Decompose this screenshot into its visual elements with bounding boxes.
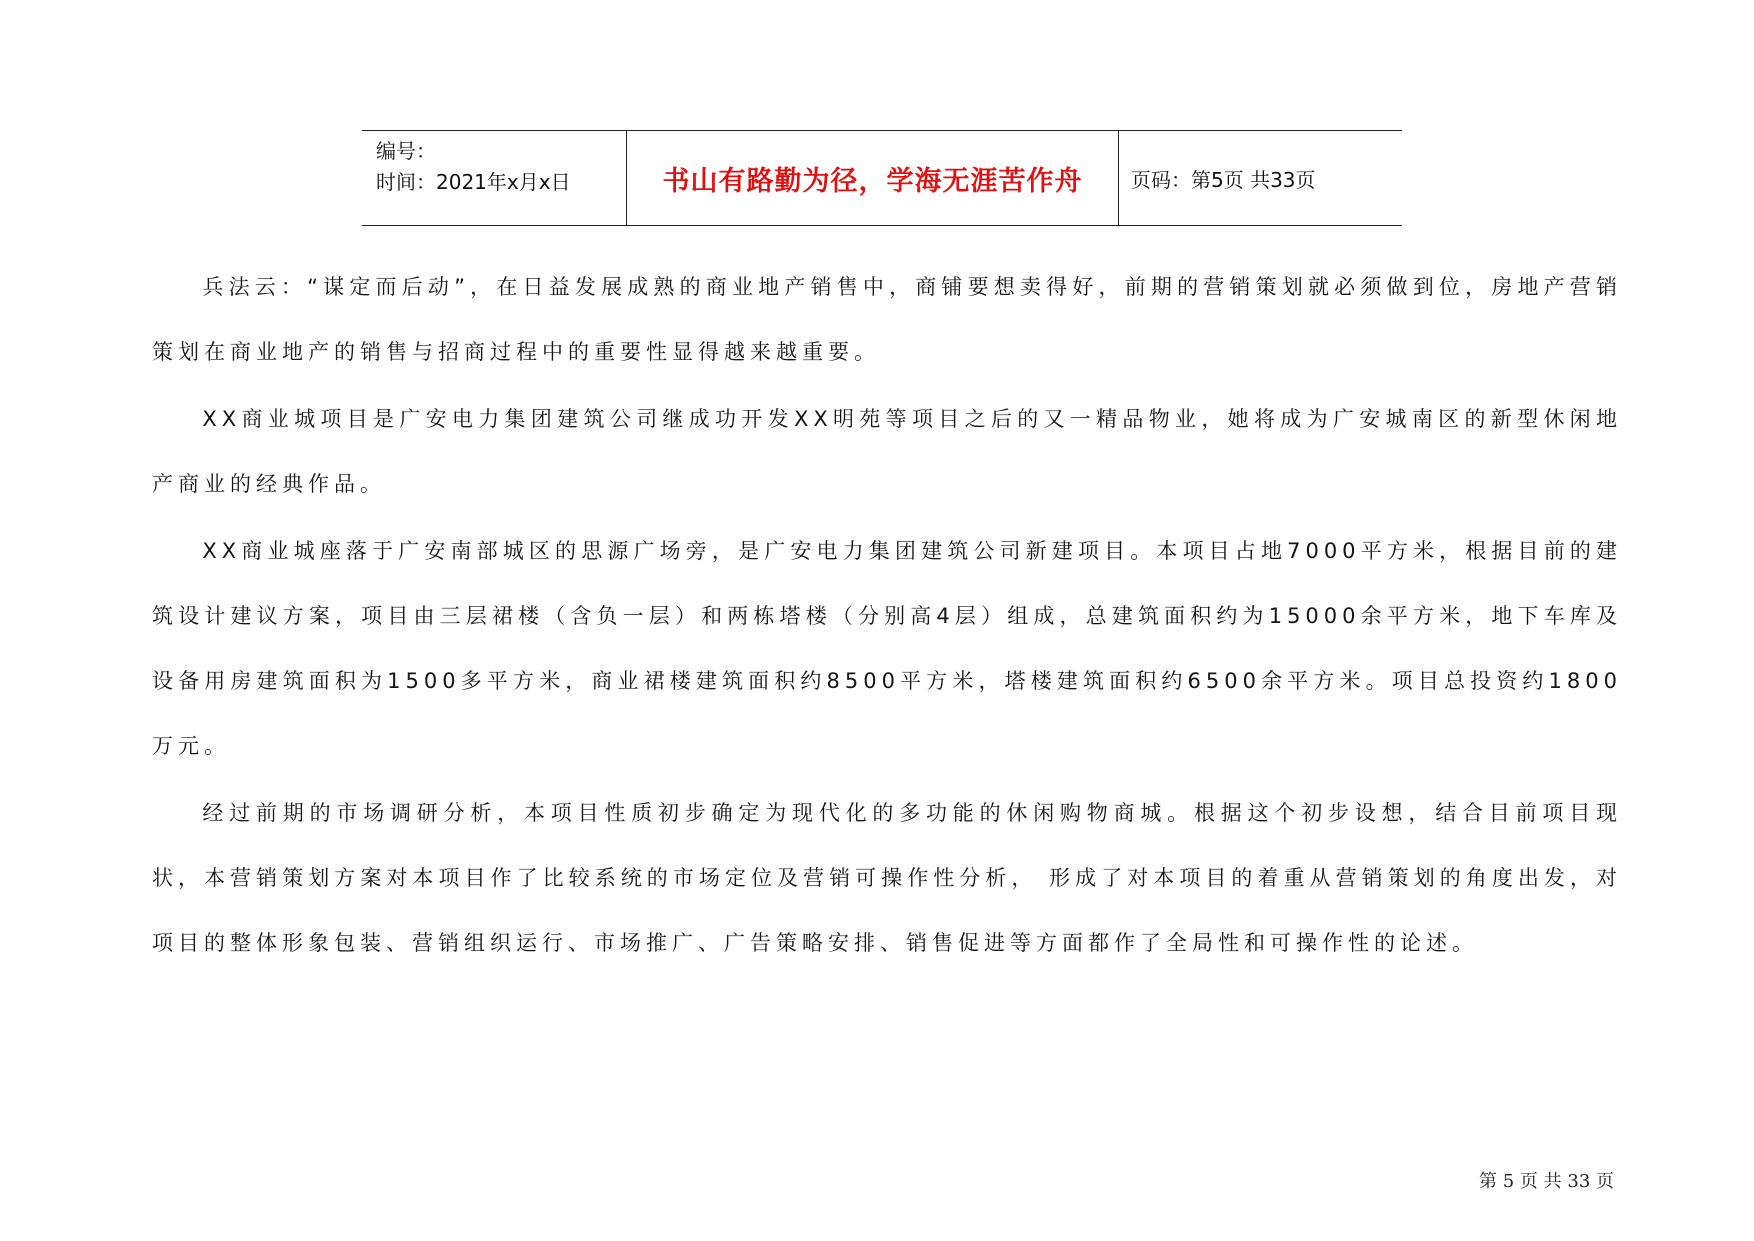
body-paragraph-2: XX商业城项目是广安电力集团建筑公司继成功开发XX明苑等项目之后的又一精品物业，她将成为广安城南区的新型休闲地产商业的经典作品。 — [152, 407, 1622, 496]
footer-page-number: 第 5 页 共 33 页 — [1479, 1171, 1614, 1192]
header-page-info: 页码：第5页 共33页 — [1131, 167, 1316, 192]
document-date: 时间：2021年x月x日 — [376, 170, 571, 194]
document-header-table — [362, 130, 1402, 226]
document-body — [152, 255, 1622, 978]
body-paragraph-3: XX商业城座落于广安南部城区的思源广场旁，是广安电力集团建筑公司新建项目。本项目占地7000平方米，根据目前的建筑设计建议方案，项目由三层裙楼（含负一层）和两栋塔楼（分别高4层）组成，总建筑面积约为15000余平方米，地下车库及设备用房建筑面积为1500多平方米，商业裙楼建筑面积约8500平方米，塔楼建筑面积约6500余平方米。项目总投资约1800万元。 — [152, 539, 1622, 758]
body-paragraph-4: 经过前期的市场调研分析，本项目性质初步确定为现代化的多功能的休闲购物商城。根据这个初步设想，结合目前项目现状，本营销策划方案对本项目作了比较系统的市场定位及营销可操作性分析， 形成了对本项目的着重从营销策划的角度出发，对项目的整体形象包装、营销组织运行、市场推广、广告策略安排、销售促进等方面都作了全局性和可操作性的论述。 — [152, 801, 1622, 955]
header-motto: 书山有路勤为径，学海无涯苦作舟 — [627, 131, 1119, 225]
body-paragraph-1: 兵法云：“谋定而后动”，在日益发展成熟的商业地产销售中，商铺要想卖得好，前期的营销策划就必须做到位，房地产营销策划在商业地产的销售与招商过程中的重要性显得越来越重要。 — [152, 275, 1622, 364]
document-number-label: 编号： — [376, 139, 436, 163]
header-meta-cell — [362, 131, 627, 225]
